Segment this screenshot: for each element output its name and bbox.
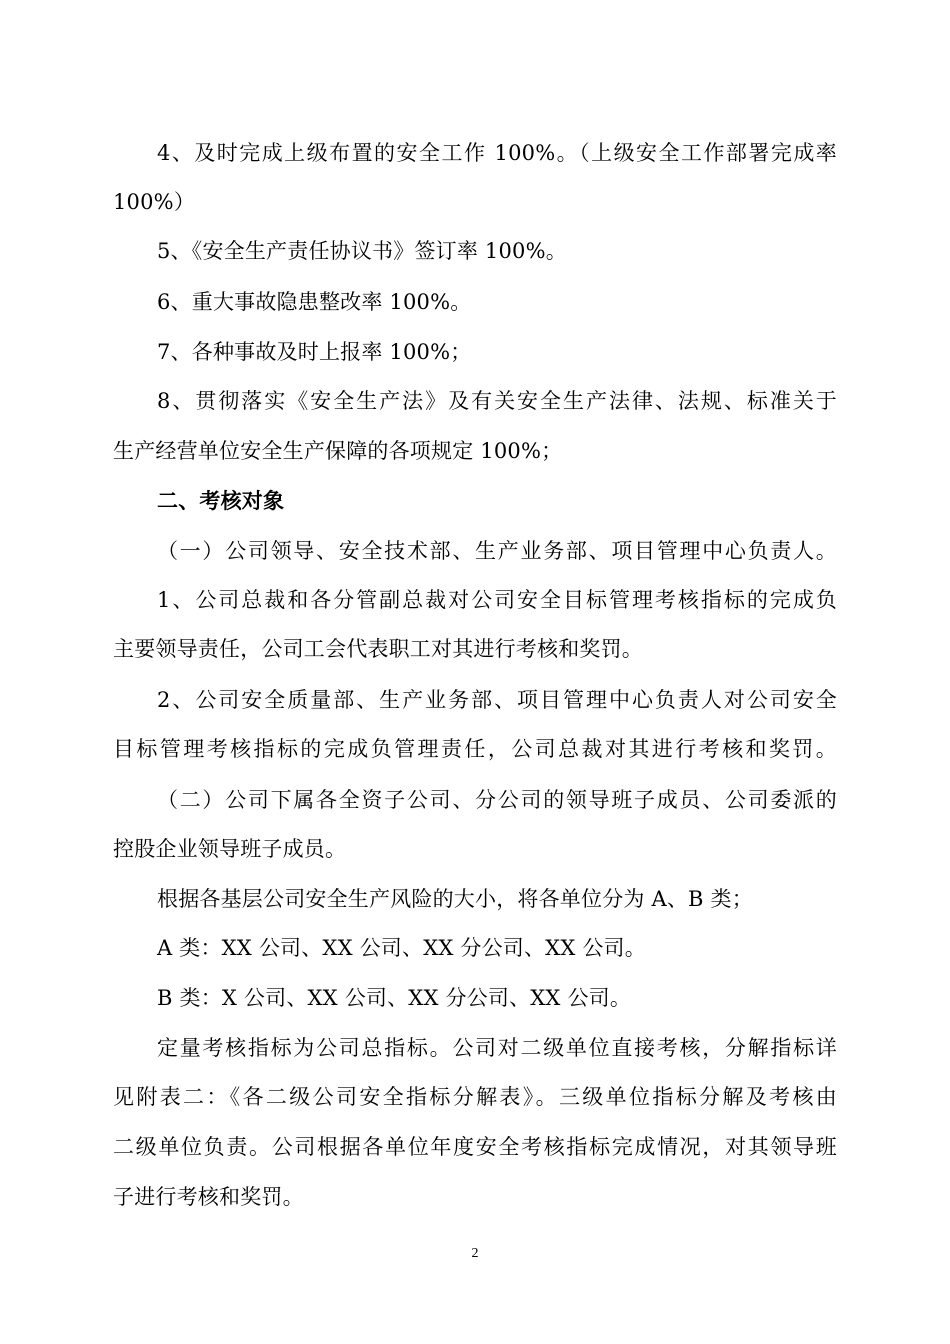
item-7: 7、各种事故及时上报率 100%； — [157, 340, 472, 364]
para-1-line-2: 主要领导责任，公司工会代表职工对其进行考核和奖罚。 — [113, 637, 643, 661]
para-3-line-2: 见附表二：《各二级公司安全指标分解表》。三级单位指标分解及考核由 — [113, 1085, 837, 1109]
item-8-line-2: 生产经营单位安全生产保障的各项规定 100%； — [113, 439, 563, 463]
para-2-line-1: 2、公司安全质量部、生产业务部、项目管理中心负责人对公司安全 — [157, 688, 837, 712]
class-a: A 类：XX 公司、XX 公司、XX 分公司、XX 公司。 — [157, 936, 646, 960]
subsection-2-line-1: （二）公司下属各全资子公司、分公司的领导班子成员、公司委派的 — [157, 788, 837, 812]
section-heading: 二、考核对象 — [157, 488, 285, 513]
classification-intro: 根据各基层公司安全生产风险的大小，将各单位分为 A、B 类； — [157, 887, 753, 911]
subsection-2-line-2: 控股企业领导班子成员。 — [113, 837, 347, 861]
para-1-line-1: 1、公司总裁和各分管副总裁对公司安全目标管理考核指标的完成负 — [157, 588, 837, 612]
para-3-line-4: 子进行考核和奖罚。 — [113, 1185, 304, 1209]
class-b: B 类：X 公司、XX 公司、XX 分公司、XX 公司。 — [157, 986, 632, 1010]
item-6: 6、重大事故隐患整改率 100%。 — [157, 290, 472, 314]
item-5: 5、《安全生产责任协议书》签订率 100%。 — [157, 239, 567, 263]
para-2-line-2: 目标管理考核指标的完成负管理责任，公司总裁对其进行考核和奖罚。 — [113, 737, 837, 761]
para-3-line-1: 定量考核指标为公司总指标。公司对二级单位直接考核，分解指标详 — [157, 1036, 837, 1060]
subsection-1: （一）公司领导、安全技术部、生产业务部、项目管理中心负责人。 — [157, 539, 837, 563]
item-4-line-1: 4、及时完成上级布置的安全工作 100%。（上级安全工作部署完成率 — [157, 141, 837, 165]
item-4-line-2: 100%） — [113, 190, 196, 214]
page-number: 2 — [471, 1246, 479, 1261]
item-8-line-1: 8、贯彻落实《安全生产法》及有关安全生产法律、法规、标准关于 — [157, 389, 837, 413]
para-3-line-3: 二级单位负责。公司根据各单位年度安全考核指标完成情况，对其领导班 — [113, 1135, 837, 1159]
